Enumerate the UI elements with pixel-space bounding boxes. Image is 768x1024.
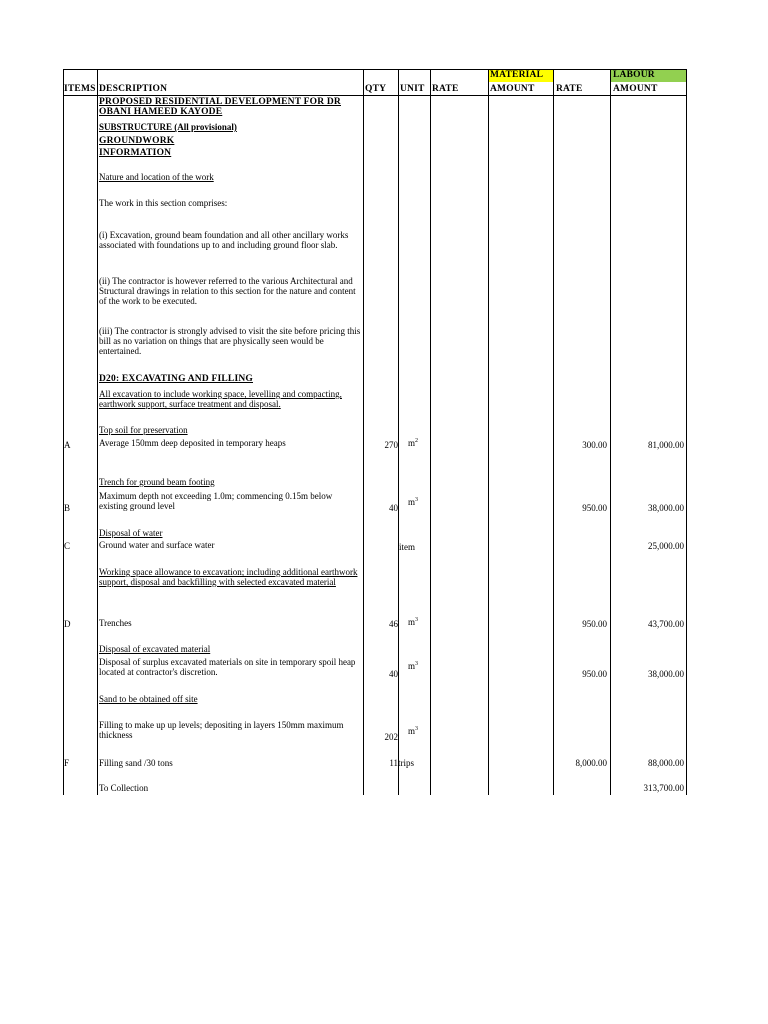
- grid-line: [97, 69, 98, 795]
- subhead-working-space: Working space allowance to excavation; including additional earthwork support, disposal and backfilling with selected excavated material: [99, 567, 358, 587]
- section-substructure: SUBSTRUCTURE (All provisional): [99, 122, 237, 132]
- project-title: PROPOSED RESIDENTIAL DEVELOPMENT FOR DR OBANI HAMEED KAYODE: [99, 97, 341, 117]
- col-labour-rate: RATE: [556, 84, 583, 94]
- grid-line: [63, 69, 64, 795]
- labour-rate-f: 8,000.00: [575, 758, 607, 768]
- paragraph-iii: (iii) The contractor is strongly advised to visit the site before pricing this bill as no variation on things that are physically seen would be entertained.: [99, 326, 361, 356]
- desc-sand: Filling to make up up levels; depositing in layers 150mm maximum thickness: [99, 720, 344, 740]
- d20-heading: D20: EXCAVATING AND FILLING: [99, 374, 253, 384]
- item-d: D: [64, 619, 71, 629]
- desc-e: Disposal of surplus excavated materials on site in temporary spoil heap located at contractor's discretion.: [99, 657, 356, 677]
- grid-line: [686, 69, 687, 795]
- qty-sand: 202: [384, 732, 398, 742]
- paragraph-ii: (ii) The contractor is however referred to the various Architectural and Structural drawings in relation to this section for the nature and content of the work to be executed.: [99, 276, 356, 306]
- qty-b: 40: [389, 503, 398, 513]
- col-material-amount: AMOUNT: [490, 84, 535, 94]
- subhead-top-soil: Top soil for preservation: [99, 425, 188, 435]
- col-qty: QTY: [365, 84, 387, 94]
- section-information: INFORMATION: [99, 148, 172, 158]
- comprises-text: The work in this section comprises:: [99, 198, 228, 208]
- grid-line: [488, 69, 489, 795]
- item-f: F: [64, 758, 70, 768]
- unit-sand: $m^3$: [408, 726, 419, 736]
- labour-amount-a: 81,000.00: [648, 440, 684, 450]
- labour-amount-b: 38,000.00: [648, 503, 684, 513]
- desc-b: Maximum depth not exceeding 1.0m; commencing 0.15m below existing ground level: [99, 491, 333, 511]
- item-b: B: [64, 503, 71, 513]
- unit-c: item: [399, 542, 415, 552]
- labour-rate-d: 950.00: [582, 619, 607, 629]
- qty-a: 270: [384, 440, 398, 450]
- unit-d: $m^3$: [408, 617, 419, 627]
- unit-a: $m^2$: [408, 438, 419, 448]
- qty-e: 40: [389, 669, 398, 679]
- col-items: ITEMS: [64, 84, 96, 94]
- grid-line: [430, 69, 431, 795]
- labour-amount-f: 88,000.00: [648, 758, 684, 768]
- grid-line: [398, 69, 399, 795]
- desc-f: Filling sand /30 tons: [99, 758, 173, 768]
- col-labour-amount: AMOUNT: [613, 84, 658, 94]
- item-c: C: [64, 541, 71, 551]
- d20-note: All excavation to include working space, levelling and compacting, earthwork support, surface treatment and disposal.: [99, 389, 342, 409]
- labour-rate-b: 950.00: [582, 503, 607, 513]
- labour-amount-c: 25,000.00: [648, 541, 684, 551]
- col-rate: RATE: [432, 84, 459, 94]
- unit-e: $m^3$: [408, 661, 419, 671]
- grid-line: [63, 69, 686, 70]
- unit-b: $m^3$: [408, 497, 419, 507]
- labour-rate-a: 300.00: [582, 440, 607, 450]
- labour-rate-e: 950.00: [582, 669, 607, 679]
- item-a: A: [64, 440, 71, 450]
- paragraph-i: (i) Excavation, ground beam foundation and all other ancillary works associated with foundations up to and including ground floor slab.: [99, 230, 349, 250]
- nature-heading: Nature and location of the work: [99, 172, 214, 182]
- subhead-disposal-water: Disposal of water: [99, 528, 163, 538]
- desc-d: Trenches: [99, 618, 132, 628]
- subhead-sand: Sand to be obtained off site: [99, 694, 198, 704]
- grid-line: [610, 69, 611, 795]
- desc-c: Ground water and surface water: [99, 540, 215, 550]
- qty-f: 11: [389, 758, 398, 768]
- section-groundwork: GROUNDWORK: [99, 136, 175, 146]
- grid-line: [553, 69, 554, 795]
- collection-label: To Collection: [99, 783, 149, 793]
- labour-group-label: LABOUR: [613, 70, 655, 80]
- qty-d: 46: [389, 619, 398, 629]
- subhead-disposal-excavated: Disposal of excavated material: [99, 644, 211, 654]
- col-description: DESCRIPTION: [99, 84, 168, 94]
- labour-amount-e: 38,000.00: [648, 669, 684, 679]
- desc-a: Average 150mm deep deposited in temporary heaps: [99, 438, 286, 448]
- subhead-trench: Trench for ground beam footing: [99, 477, 215, 487]
- material-group-label: MATERIAL: [490, 70, 544, 80]
- collection-amount: 313,700.00: [643, 783, 684, 793]
- labour-amount-d: 43,700.00: [648, 619, 684, 629]
- header-divider: [63, 95, 686, 96]
- grid-line: [363, 69, 364, 795]
- col-unit: UNIT: [400, 84, 425, 94]
- unit-f: trips: [398, 758, 415, 768]
